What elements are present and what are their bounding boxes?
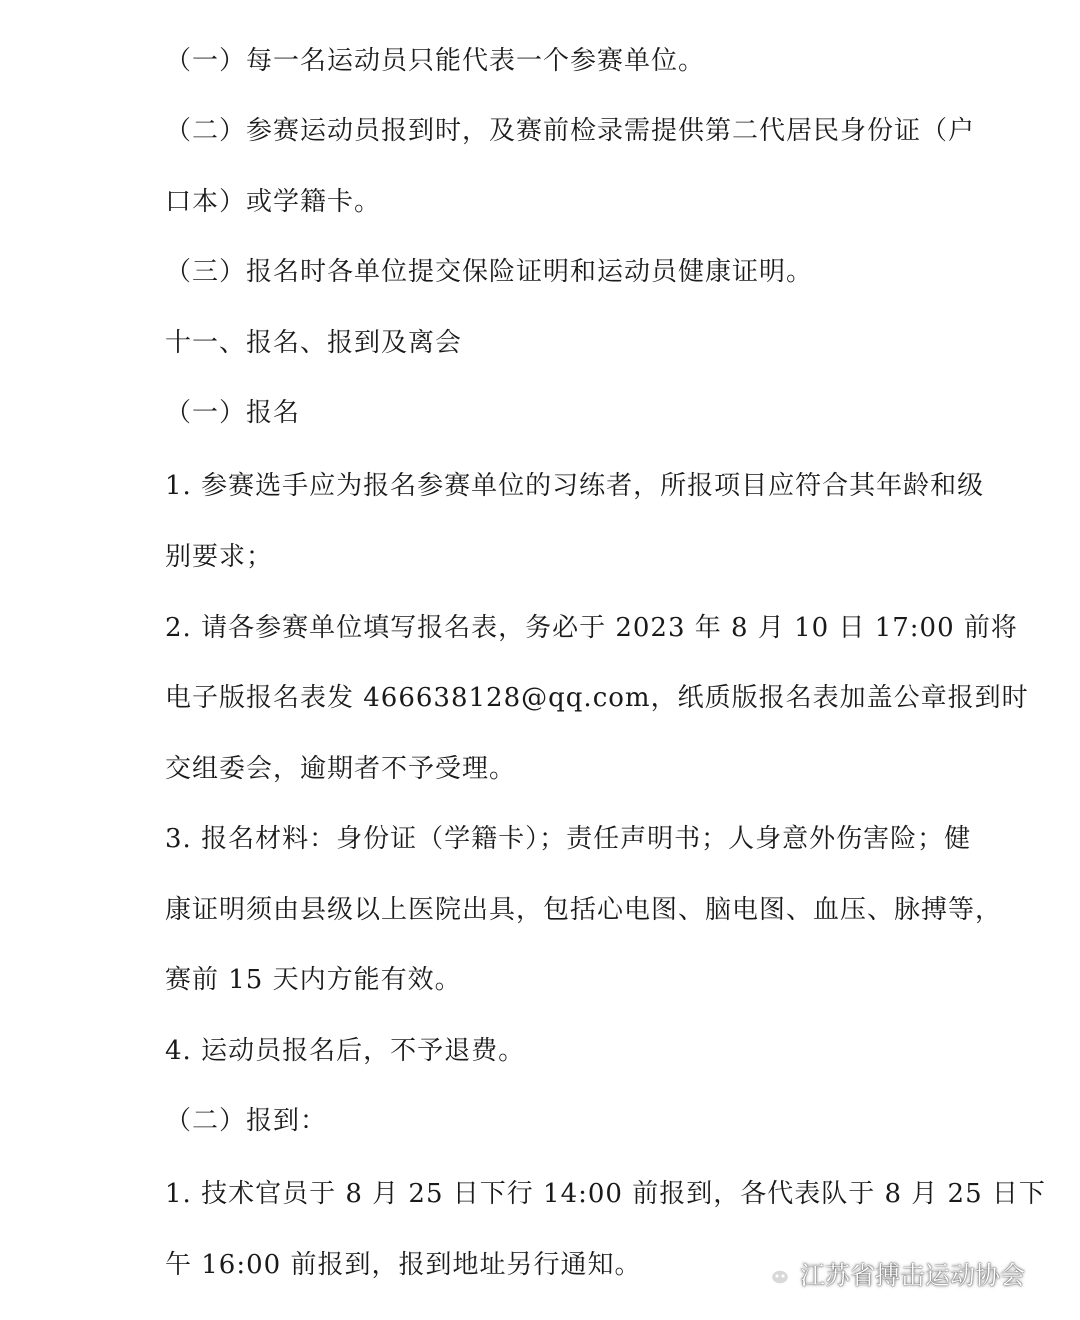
text-line: 电子版报名表发 466638128@qq.com，纸质版报名表加盖公章报到时 bbox=[165, 683, 1029, 713]
watermark bbox=[756, 1254, 1025, 1294]
subsection-heading: （一）报名 bbox=[165, 398, 301, 428]
text-line: 交组委会，逾期者不予受理。 bbox=[165, 754, 517, 784]
text-line: 别要求； bbox=[165, 542, 274, 572]
text-line: （二）参赛运动员报到时，及赛前检录需提供第二代居民身份证（户 bbox=[165, 116, 976, 146]
text-line: 口本）或学籍卡。 bbox=[165, 187, 382, 217]
text-line: 1. 参赛选手应为报名参赛单位的习练者，所报项目应符合其年龄和级 bbox=[165, 471, 985, 501]
text-line: （一）每一名运动员只能代表一个参赛单位。 bbox=[165, 46, 706, 76]
text-line: 3. 报名材料：身份证（学籍卡）；责任声明书；人身意外伤害险；健 bbox=[165, 824, 972, 854]
text-line: 赛前 15 天内方能有效。 bbox=[165, 965, 462, 995]
section-heading: 十一、报名、报到及离会 bbox=[165, 328, 463, 358]
text-line: 1. 技术官员于 8 月 25 日下行 14:00 前报到，各代表队于 8 月 25 日下 bbox=[165, 1179, 1046, 1209]
subsection-heading: （二）报到： bbox=[165, 1106, 328, 1136]
watermark-text: 江苏省搏击运动协会 bbox=[800, 1261, 1026, 1290]
text-line: 午 16:00 前报到，报到地址另行通知。 bbox=[165, 1250, 642, 1280]
text-line: （三）报名时各单位提交保险证明和运动员健康证明。 bbox=[165, 257, 814, 287]
text-line: 4. 运动员报名后，不予退费。 bbox=[165, 1036, 526, 1066]
text-line: 康证明须由县级以上医院出具，包括心电图、脑电图、血压、脉搏等， bbox=[165, 895, 1003, 925]
wechat-icon bbox=[756, 1258, 792, 1290]
text-line: 2. 请各参赛单位填写报名表，务必于 2023 年 8 月 10 日 17:00 前将 bbox=[165, 613, 1018, 643]
